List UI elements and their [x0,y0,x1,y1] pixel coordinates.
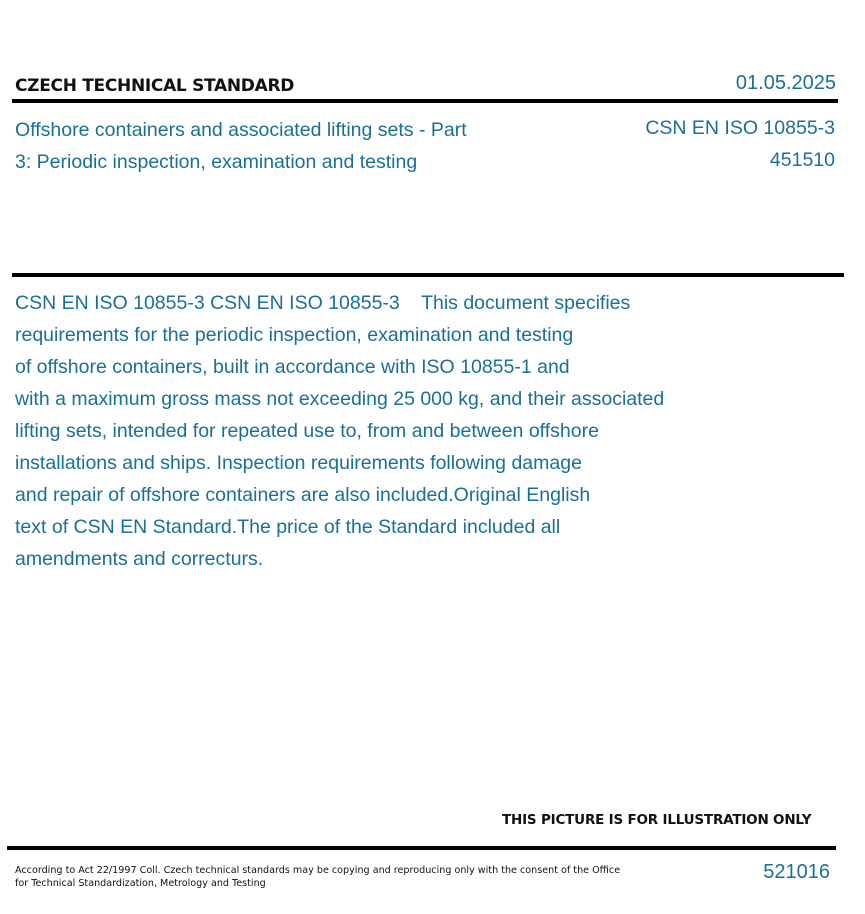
issue-date: 01.05.2025 [735,72,836,94]
description-line: installations and ships. Inspection requirements following damage [15,452,582,474]
description-line: lifting sets, intended for repeated use to, from and between offshore [15,420,599,442]
description-line: text of CSN EN Standard.The price of the Standard included all [15,516,561,538]
document-type-heading: CZECH TECHNICAL STANDARD [15,76,295,96]
description-line: of offshore containers, built in accordance with ISO 10855-1 and [15,356,570,378]
standard-title [15,114,535,178]
legal-notice-line-2: for Technical Standardization, Metrology and Testing [15,878,266,889]
description-block [15,287,755,575]
legal-notice-line-1: According to Act 22/1997 Coll. Czech technical standards may be copying and reproducing only with the consent of the Office [15,865,621,876]
standard-title-line-1: Offshore containers and associated lifting sets - Part [15,119,467,141]
description-line: amendments and correcturs. [15,548,264,570]
bottom-divider [7,846,836,850]
standard-code: CSN EN ISO 10855-3 [645,117,835,139]
standard-title-line-2: 3: Periodic inspection, examination and testing [15,151,418,173]
description-line: and repair of offshore containers are also included.Original English [15,484,591,506]
document-number: 521016 [763,861,830,883]
illustration-disclaimer: THIS PICTURE IS FOR ILLUSTRATION ONLY [502,812,812,828]
description-line: with a maximum gross mass not exceeding 25 000 kg, and their associated [15,388,665,410]
legal-notice [15,864,621,890]
description-line: CSN EN ISO 10855-3 CSN EN ISO 10855-3 This document specifies [15,292,631,314]
middle-divider [12,273,844,277]
description-line: requirements for the periodic inspection, examination and testing [15,324,574,346]
top-divider [12,99,838,103]
classification-number: 451510 [769,149,835,171]
